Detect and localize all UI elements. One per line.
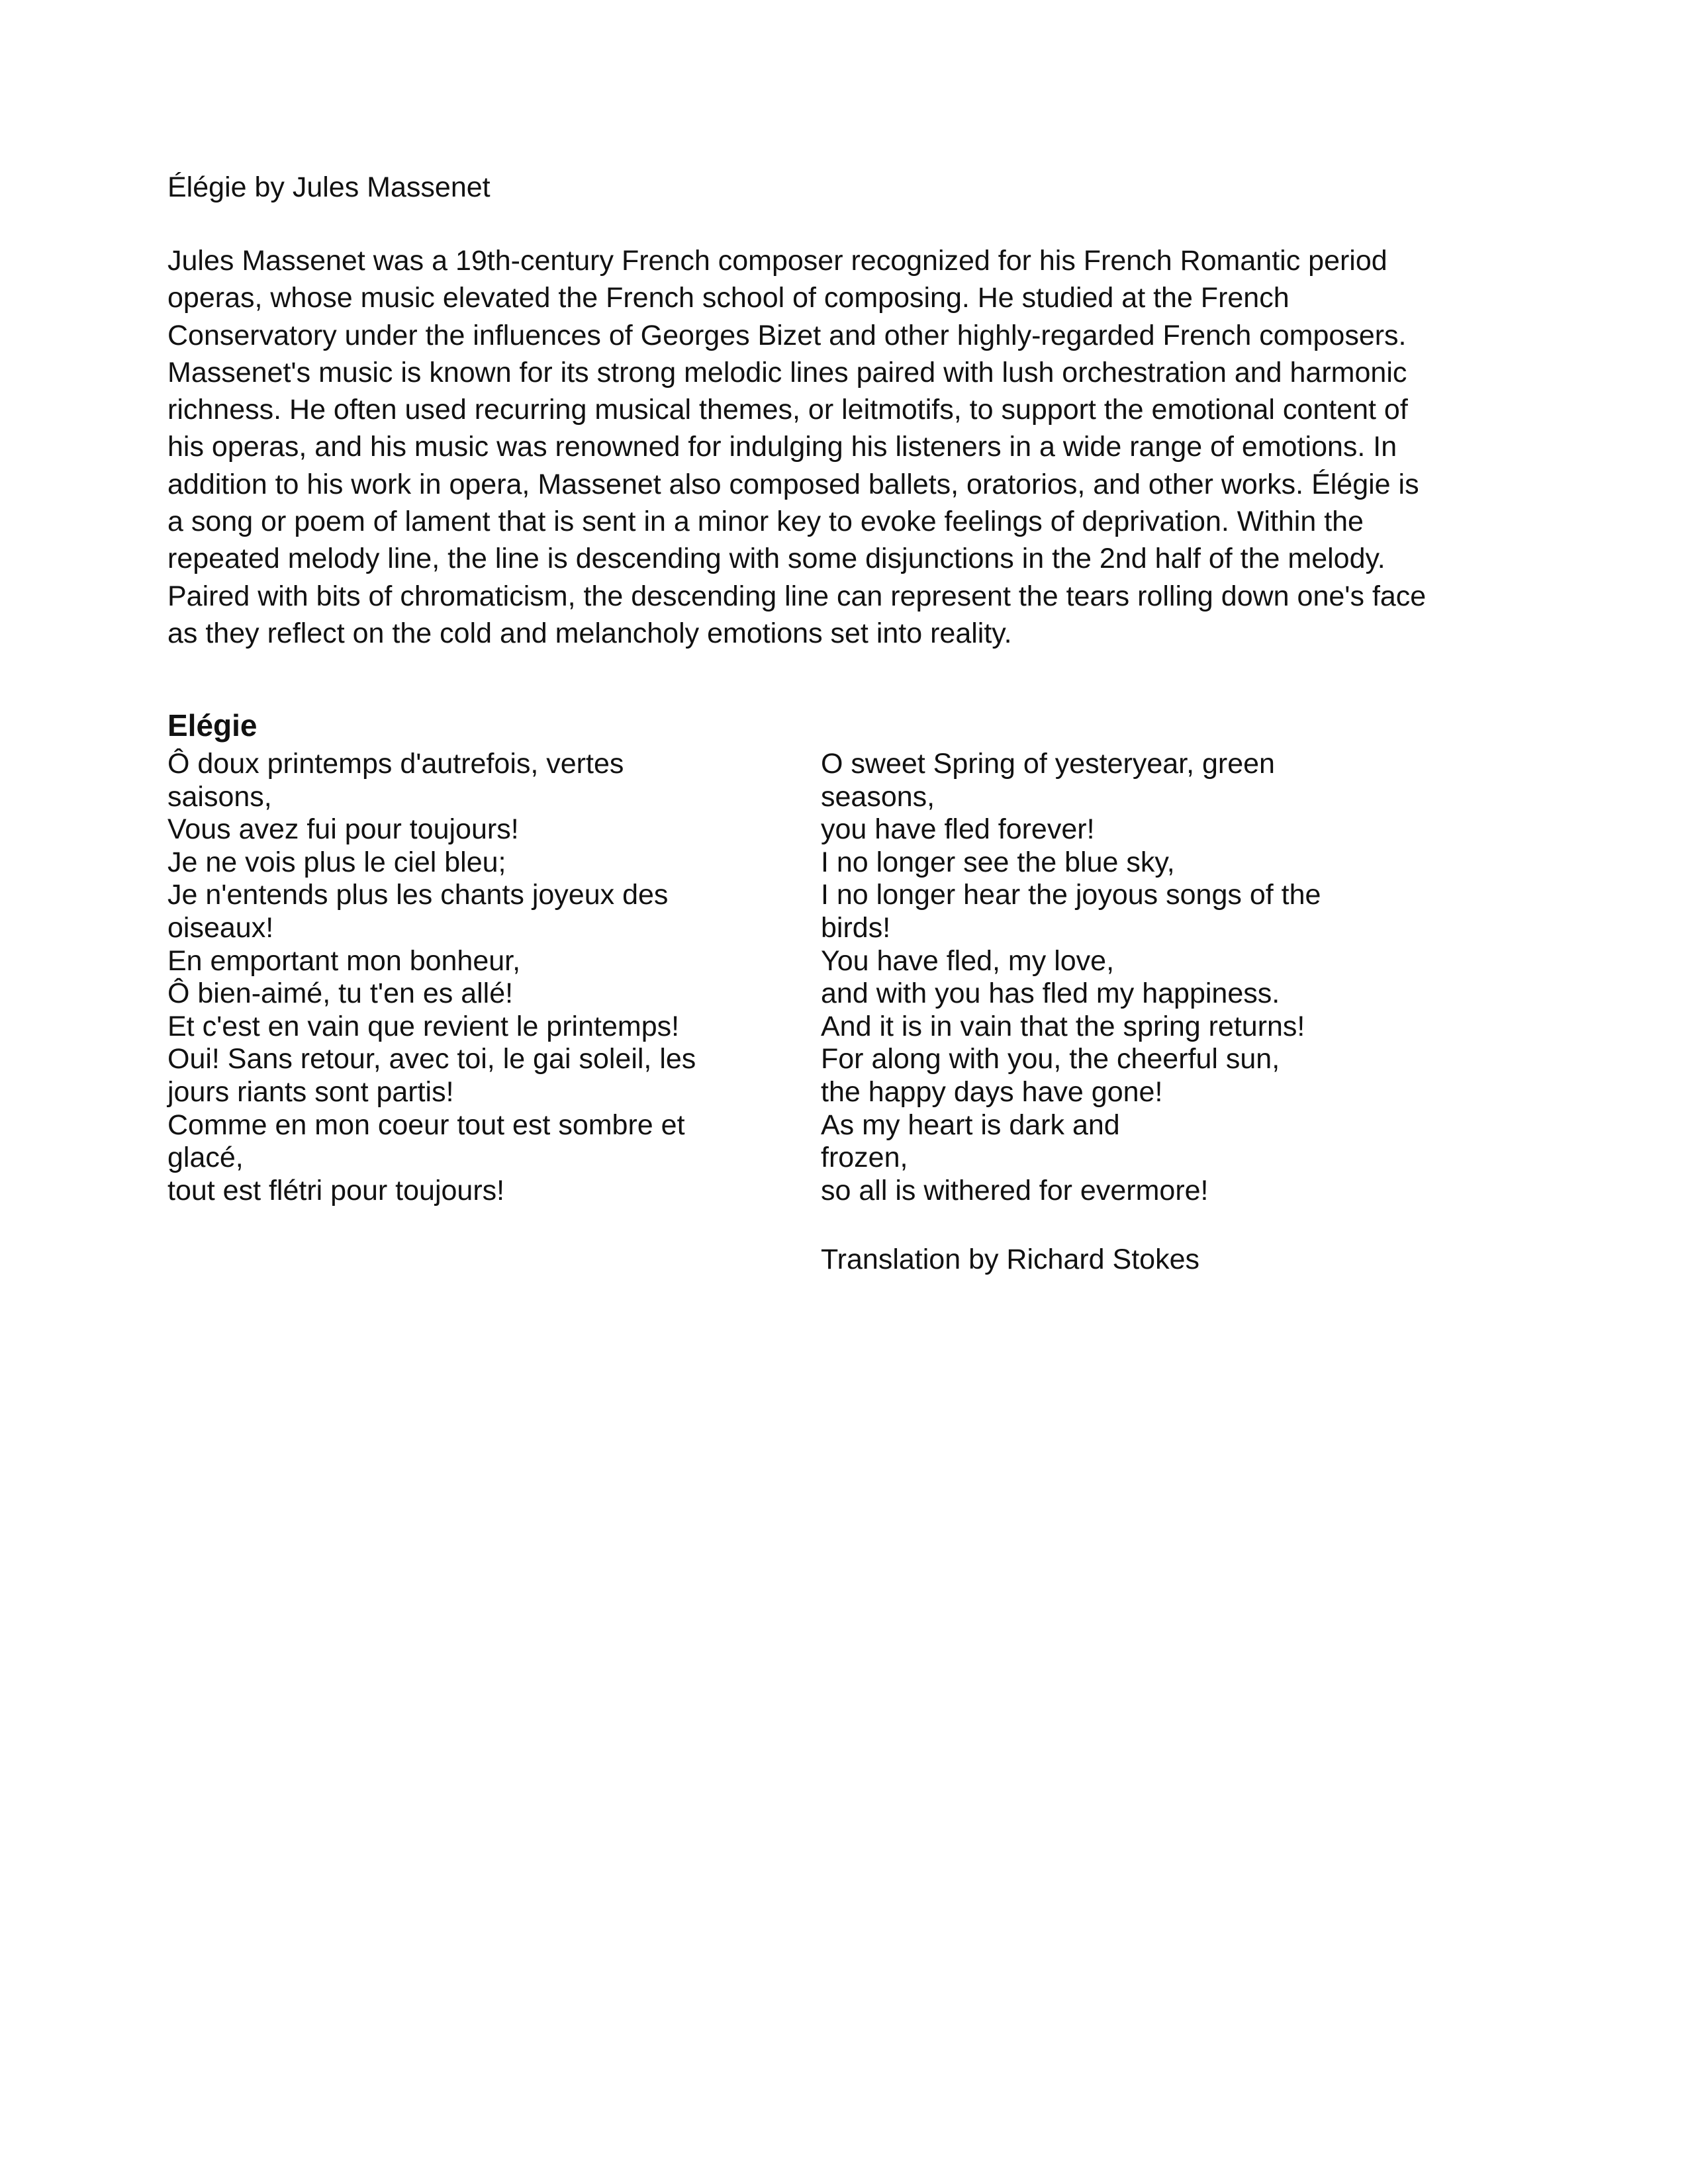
english-lyric-line: frozen, — [821, 1142, 908, 1174]
english-lyric-line: I no longer see the blue sky, — [821, 846, 1175, 878]
french-lyric-line: Comme en mon coeur tout est sombre et — [167, 1109, 685, 1141]
french-lyric-line: Ô bien-aimé, tu t'en es allé! — [167, 978, 514, 1010]
english-lyric-line: birds! — [821, 911, 891, 944]
intro-line: operas, whose music elevated the French school of composing. He studied at the French — [167, 282, 1289, 314]
intro-line: a song or poem of lament that is sent in a minor key to evoke feelings of deprivation. Within the — [167, 506, 1364, 538]
english-lyric-line: For along with you, the cheerful sun, — [821, 1043, 1280, 1075]
french-lyric-line: Ô doux printemps d'autrefois, vertes — [167, 748, 624, 780]
english-lyric-line: seasons, — [821, 780, 935, 813]
english-lyric-line: I no longer hear the joyous songs of the — [821, 879, 1321, 911]
intro-line: Paired with bits of chromaticism, the descending line can represent the tears rolling down one's face — [167, 580, 1427, 612]
intro-line: as they reflect on the cold and melancholy emotions set into reality. — [167, 617, 1012, 649]
french-lyric-line: Oui! Sans retour, avec toi, le gai soleil, les — [167, 1043, 696, 1075]
english-lyric-line: As my heart is dark and — [821, 1109, 1120, 1141]
intro-paragraph — [167, 242, 1498, 652]
intro-line: repeated melody line, the line is descending with some disjunctions in the 2nd half of the melody. — [167, 543, 1385, 575]
french-lyric-line: Je ne vois plus le ciel bleu; — [167, 846, 506, 878]
french-lyric-line: jours riants sont partis! — [167, 1075, 454, 1108]
french-lyric-line: tout est flétri pour toujours! — [167, 1174, 505, 1206]
intro-line: richness. He often used recurring musical themes, or leitmotifs, to support the emotional content of — [167, 394, 1408, 426]
french-lyric-line: glacé, — [167, 1142, 244, 1174]
english-lyric-line: And it is in vain that the spring returns! — [821, 1010, 1305, 1042]
english-lyric-line: and with you has fled my happiness. — [821, 978, 1280, 1010]
english-lyric-line: the happy days have gone! — [821, 1075, 1163, 1108]
french-lyric-line: oiseaux! — [167, 911, 274, 944]
translation-credit: Translation by Richard Stokes — [821, 1244, 1199, 1275]
document-title: Élégie by Jules Massenet — [167, 171, 491, 203]
english-lyric-line: O sweet Spring of yesteryear, green — [821, 748, 1275, 780]
french-lyric-line: Et c'est en vain que revient le printemps! — [167, 1010, 680, 1042]
intro-line: Massenet's music is known for its strong melodic lines paired with lush orchestration and harmonic — [167, 356, 1407, 388]
french-lyrics-column — [167, 748, 763, 1207]
intro-line: his operas, and his music was renowned for indulging his listeners in a wide range of emotions. In — [167, 431, 1397, 463]
french-lyric-line: saisons, — [167, 780, 272, 813]
poem-title: Elégie — [167, 708, 258, 743]
english-translation-column — [821, 748, 1417, 1207]
english-lyric-line: so all is withered for evermore! — [821, 1174, 1209, 1206]
english-lyric-line: You have fled, my love, — [821, 944, 1115, 977]
intro-line: Jules Massenet was a 19th-century French composer recognized for his French Romantic period — [167, 245, 1387, 277]
english-lyric-line: you have fled forever! — [821, 813, 1095, 846]
french-lyric-line: En emportant mon bonheur, — [167, 944, 521, 977]
intro-line: Conservatory under the influences of Georges Bizet and other highly-regarded French composers. — [167, 319, 1407, 351]
intro-line: addition to his work in opera, Massenet also composed ballets, oratorios, and other works. Élégie is — [167, 468, 1419, 500]
french-lyric-line: Vous avez fui pour toujours! — [167, 813, 519, 846]
french-lyric-line: Je n'entends plus les chants joyeux des — [167, 879, 669, 911]
